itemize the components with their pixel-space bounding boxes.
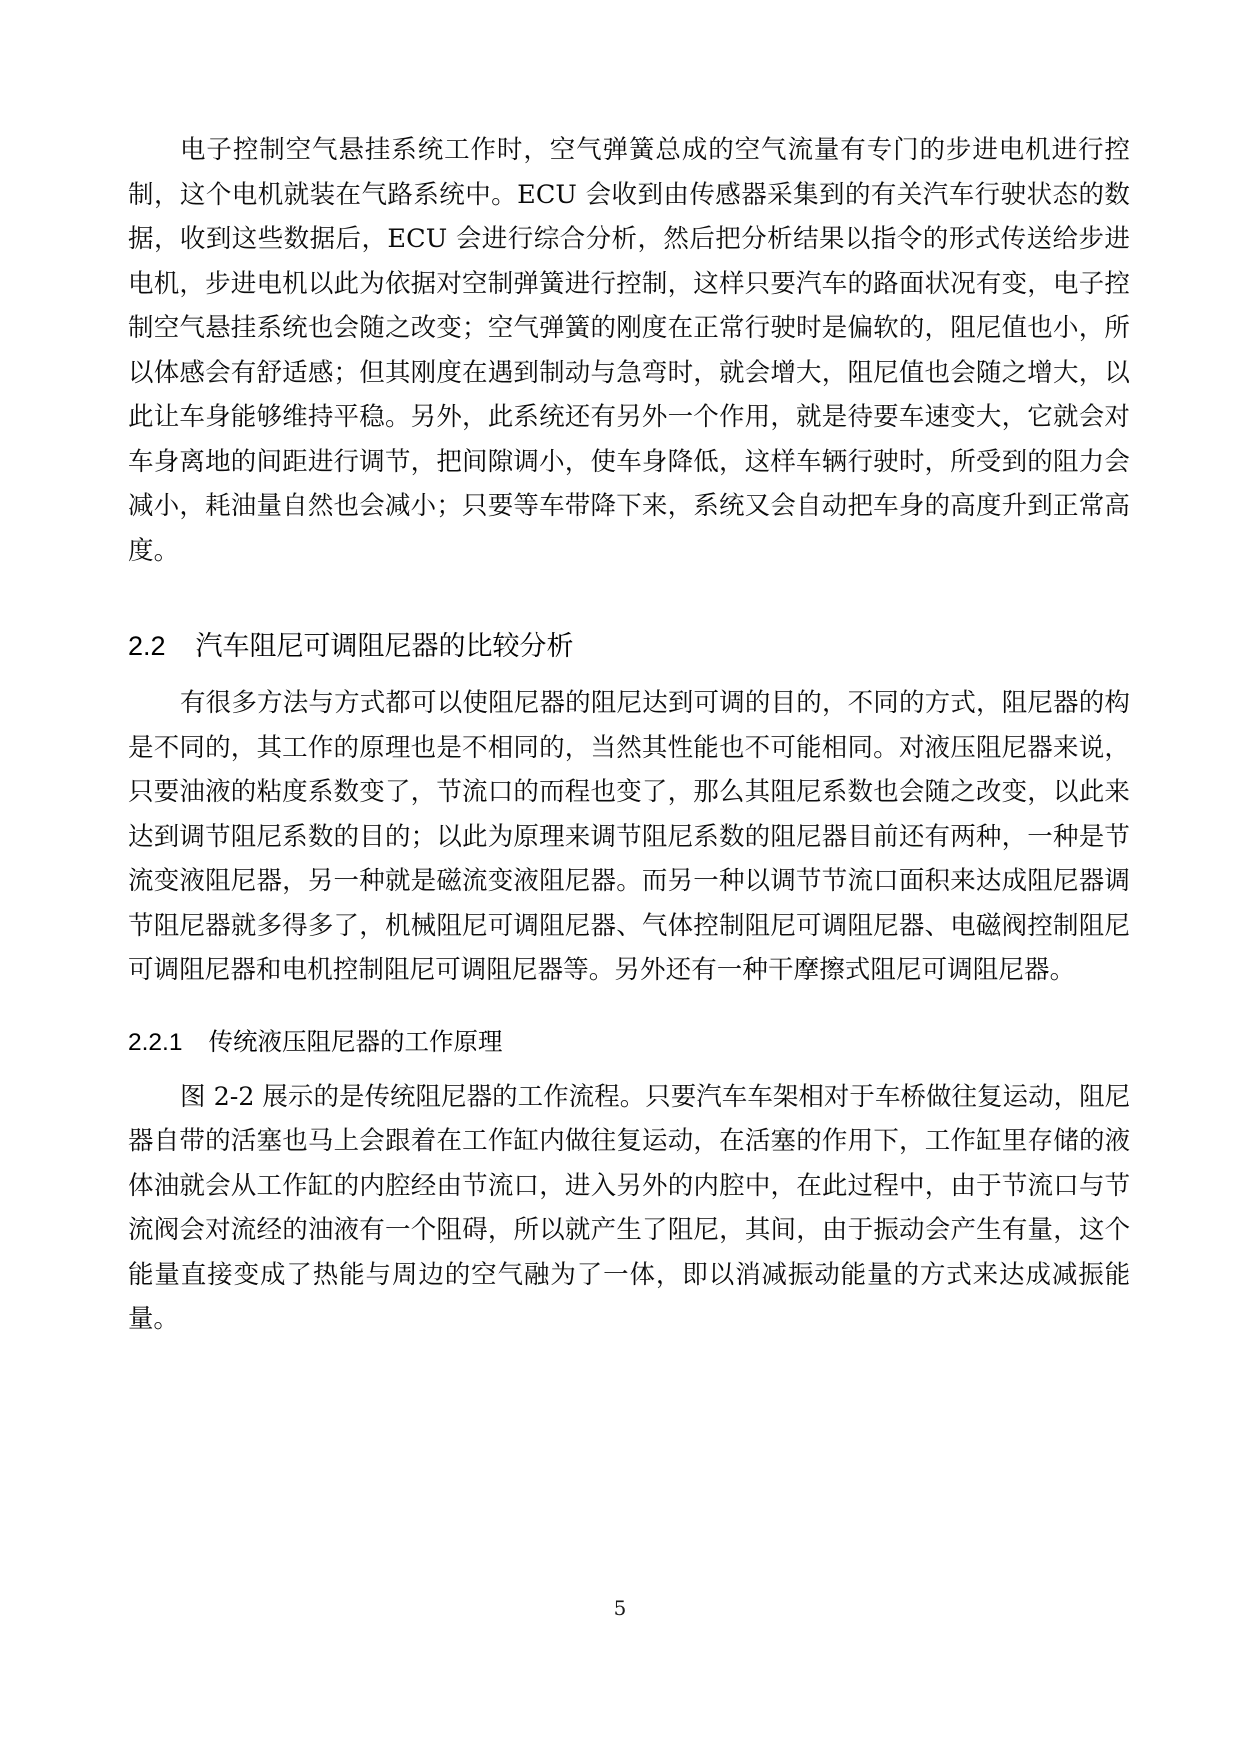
heading-section-2-2-title: 汽车阻尼可调阻尼器的比较分析 (195, 631, 574, 661)
spacer (128, 993, 1130, 1027)
page-content (128, 128, 1130, 1342)
body-paragraph-section-2-2-1: 图 2-2 展示的是传统阻尼器的工作流程。只要汽车车架相对于车桥做往复运动，阻尼器自带的活塞也马上会跟着在工作缸内做往复运动，在活塞的作用下，工作缸里存储的液体油就会从工作缸的内腔经由节流口，进入另外的内腔中，在此过程中，由于节流口与节流阀会对流经的油液有一个阻碍，所以就产生了阻尼，其间，由于振动会产生有量，这个能量直接变成了热能与周边的空气融为了一体，即以消减振动能量的方式来达成减振能量。 (128, 1081, 1130, 1334)
heading-section-2-2-1-title: 传统液压阻尼器的工作原理 (208, 1028, 503, 1056)
spacer (128, 573, 1130, 629)
heading-section-2-2 (128, 629, 1130, 663)
heading-section-2-2-1 (128, 1027, 1130, 1059)
body-paragraph-section-2-2: 有很多方法与方式都可以使阻尼器的阻尼达到可调的目的，不同的方式，阻尼器的构是不同的，其工作的原理也是不相同的，当然其性能也不可能相同。对液压阻尼器来说，只要油液的粘度系数变了，节流口的而程也变了，那么其阻尼系数也会随之改变，以此来达到调节阻尼系数的目的；以此为原理来调节阻尼系数的阻尼器目前还有两种，一种是节流变液阻尼器，另一种就是磁流变液阻尼器。而另一种以调节节流口面积来达成阻尼器调节阻尼器就多得多了，机械阻尼可调阻尼器、气体控制阻尼可调阻尼器、电磁阀控制阻尼可调阻尼器和电机控制阻尼可调阻尼器等。另外还有一种干摩擦式阻尼可调阻尼器。 (128, 688, 1130, 985)
heading-section-2-2-number: 2.2 (128, 631, 166, 661)
spacer (128, 1059, 1130, 1075)
page-number: 5 (613, 1596, 627, 1620)
spacer (128, 663, 1130, 681)
body-paragraph-intro: 电子控制空气悬挂系统工作时，空气弹簧总成的空气流量有专门的步进电机进行控制，这个电机就装在气路系统中。ECU 会收到由传感器采集到的有关汽车行驶状态的数据，收到这些数据后，ECU 会进行综合分析，然后把分析结果以指令的形式传送给步进电机，步进电机以此为依据对空制弹簧进行控制，这样只要汽车的路面状况有变，电子控制空气悬挂系统也会随之改变；空气弹簧的刚度在正常行驶时是偏软的，阻尼值也小，所以体感会有舒适感；但其刚度在遇到制动与急弯时，就会增大，阻尼值也会随之增大，以此让车身能够维持平稳。另外，此系统还有另外一个作用，就是待要车速变大，它就会对车身离地的间距进行调节，把间隙调小，使车身降低，这样车辆行驶时，所受到的阻力会减小，耗油量自然也会减小；只要等车带降下来，系统又会自动把车身的高度升到正常高度。 (128, 135, 1130, 566)
heading-section-2-2-1-number: 2.2.1 (128, 1028, 183, 1056)
